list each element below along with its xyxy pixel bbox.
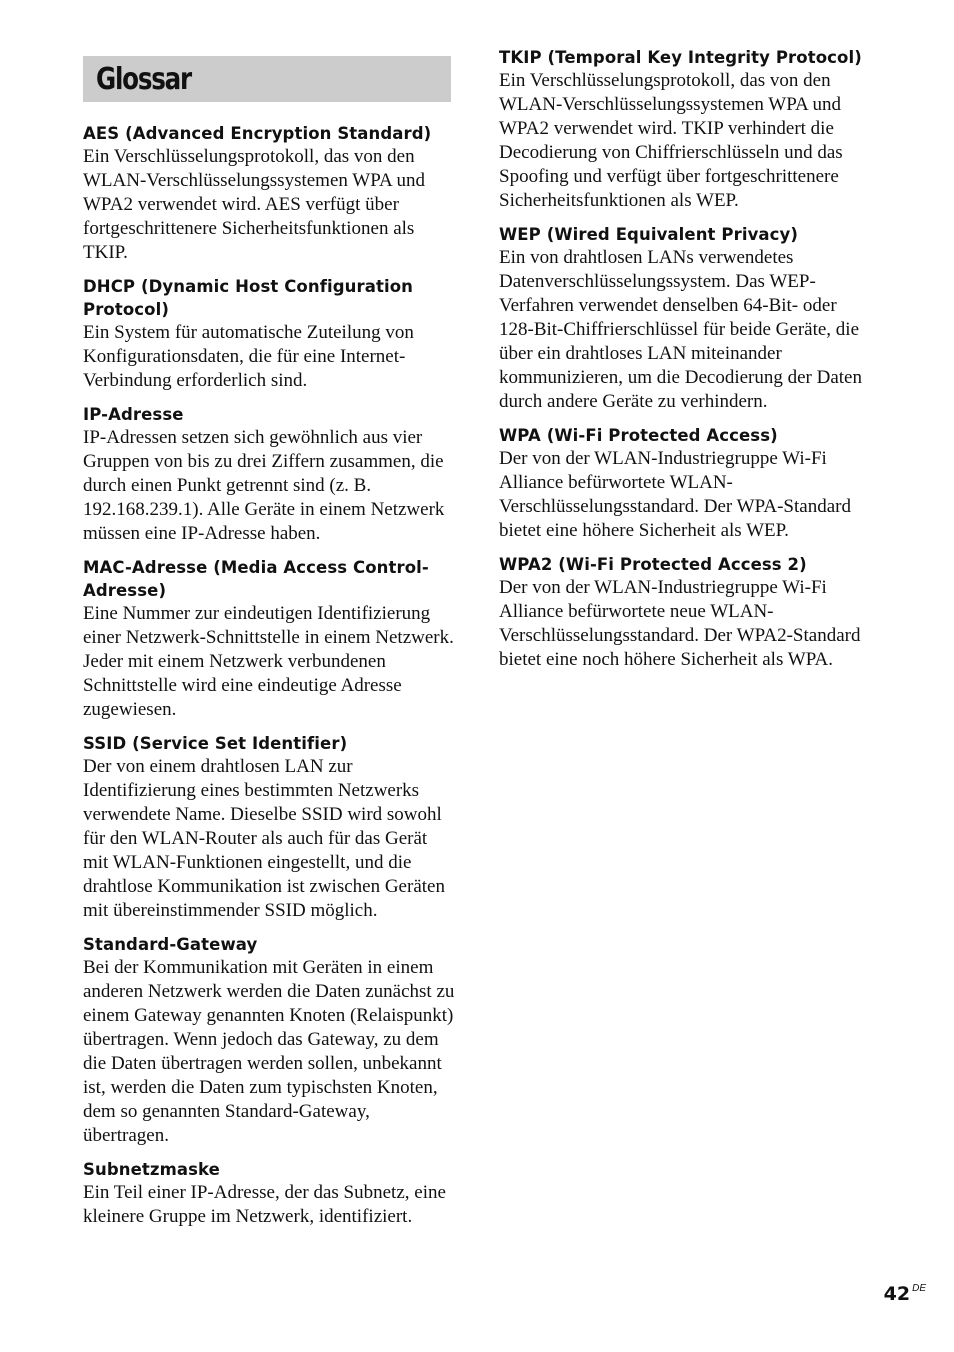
glossary-entry-aes (83, 122, 455, 265)
glossary-entry-wpa (499, 424, 871, 543)
glossary-term: IP-Adresse (83, 405, 184, 424)
glossary-entry-dhcp (83, 275, 455, 393)
glossary-term: TKIP (Temporal Key Integrity Protocol) (499, 48, 862, 67)
page-number-value: 42 (883, 1283, 911, 1305)
left-column (83, 46, 455, 1239)
right-column (499, 46, 871, 682)
glossary-definition: Eine Nummer zur eindeutigen Identifizierung einer Netzwerk-Schnittstelle in einem Netzwerk. Jeder mit einem Netzwerk verbundenen Schnittstelle wird eine eindeutige Adresse zugewiesen. (83, 603, 454, 720)
page-language-suffix: DE (912, 1283, 926, 1294)
glossary-entry-subnet-mask (83, 1158, 455, 1229)
glossary-definition: Der von der WLAN-Industriegruppe Wi-Fi Alliance befürwortete neue WLAN-Verschlüsselungsstandard. Der WPA2-Standard bietet eine noch höhere Sicherheit als WPA. (499, 577, 861, 670)
glossary-entry-mac-address (83, 556, 455, 722)
glossary-term: MAC-Adresse (Media Access Control-Adresse) (83, 558, 429, 600)
page-title: Glossar (96, 61, 191, 97)
title-bar (83, 56, 451, 102)
glossary-term: Subnetzmaske (83, 1160, 220, 1179)
glossary-term: WPA2 (Wi-Fi Protected Access 2) (499, 555, 807, 574)
glossary-term: SSID (Service Set Identifier) (83, 734, 348, 753)
glossary-definition: Ein Verschlüsselungsprotokoll, das von den WLAN-Verschlüsselungssystemen WPA und WPA2 verwendet wird. AES verfügt über fortgeschrittenere Sicherheitsfunktionen als TKIP. (83, 146, 425, 263)
glossary-term: AES (Advanced Encryption Standard) (83, 124, 432, 143)
glossary-term: DHCP (Dynamic Host Configuration Protocol) (83, 277, 413, 319)
glossary-entry-ssid (83, 732, 455, 923)
glossary-entry-tkip (499, 46, 871, 213)
glossary-definition: IP-Adressen setzen sich gewöhnlich aus vier Gruppen von bis zu drei Ziffern zusammen, die durch einen Punkt getrennt sind (z. B. 192.168.239.1). Alle Geräte in einem Netzwerk müssen eine IP-Adresse haben. (83, 427, 445, 544)
glossary-term: Standard-Gateway (83, 935, 258, 954)
glossary-entry-ip-address (83, 403, 455, 546)
glossary-definition: Bei der Kommunikation mit Geräten in einem anderen Netzwerk werden die Daten zunächst zu einem Gateway genannten Knoten (Relaispunkt) übertragen. Wenn jedoch das Gateway, zu dem die Daten übertragen werden sollen, unbekannt ist, werden die Daten zum typischsten Knoten, dem so genannten Standard-Gateway, übertragen. (83, 957, 455, 1146)
glossary-entry-standard-gateway (83, 933, 455, 1148)
glossary-entry-wpa2 (499, 553, 871, 672)
glossary-term: WPA (Wi-Fi Protected Access) (499, 426, 778, 445)
glossary-definition: Der von der WLAN-Industriegruppe Wi-Fi Alliance befürwortete WLAN-Verschlüsselungsstandard. Der WPA-Standard bietet eine höhere Sicherheit als WEP. (499, 448, 851, 541)
glossary-definition: Der von einem drahtlosen LAN zur Identifizierung eines bestimmten Netzwerks verwendete Name. Dieselbe SSID wird sowohl für den WLAN-Router als auch für das Gerät mit WLAN-Funktionen eingestellt, und die drahtlose Kommunikation ist zwischen Geräten mit übereinstimmender SSID möglich. (83, 756, 445, 921)
page-number (884, 1283, 926, 1305)
glossary-definition: Ein Verschlüsselungsprotokoll, das von den WLAN-Verschlüsselungssystemen WPA und WPA2 verwendet wird. TKIP verhindert die Decodierung von Chiffrierschlüsseln und das Spoofing und verfügt über fortgeschrittenere Sicherheitsfunktionen als WEP. (499, 70, 843, 211)
glossary-entry-wep (499, 223, 871, 414)
glossary-definition: Ein von drahtlosen LANs verwendetes Datenverschlüsselungssystem. Das WEP-Verfahren verwendet denselben 64-Bit- oder 128-Bit-Chiffrierschlüssel für beide Geräte, die über ein drahtloses LAN miteinander kommunizieren, um die Decodierung der Daten durch andere Geräte zu verhindern. (499, 247, 862, 412)
glossary-term: WEP (Wired Equivalent Privacy) (499, 225, 799, 244)
glossary-definition: Ein Teil einer IP-Adresse, der das Subnetz, eine kleinere Gruppe im Netzwerk, identifiziert. (83, 1182, 446, 1227)
glossary-definition: Ein System für automatische Zuteilung von Konfigurationsdaten, die für eine Internet-Verbindung erforderlich sind. (83, 322, 414, 391)
